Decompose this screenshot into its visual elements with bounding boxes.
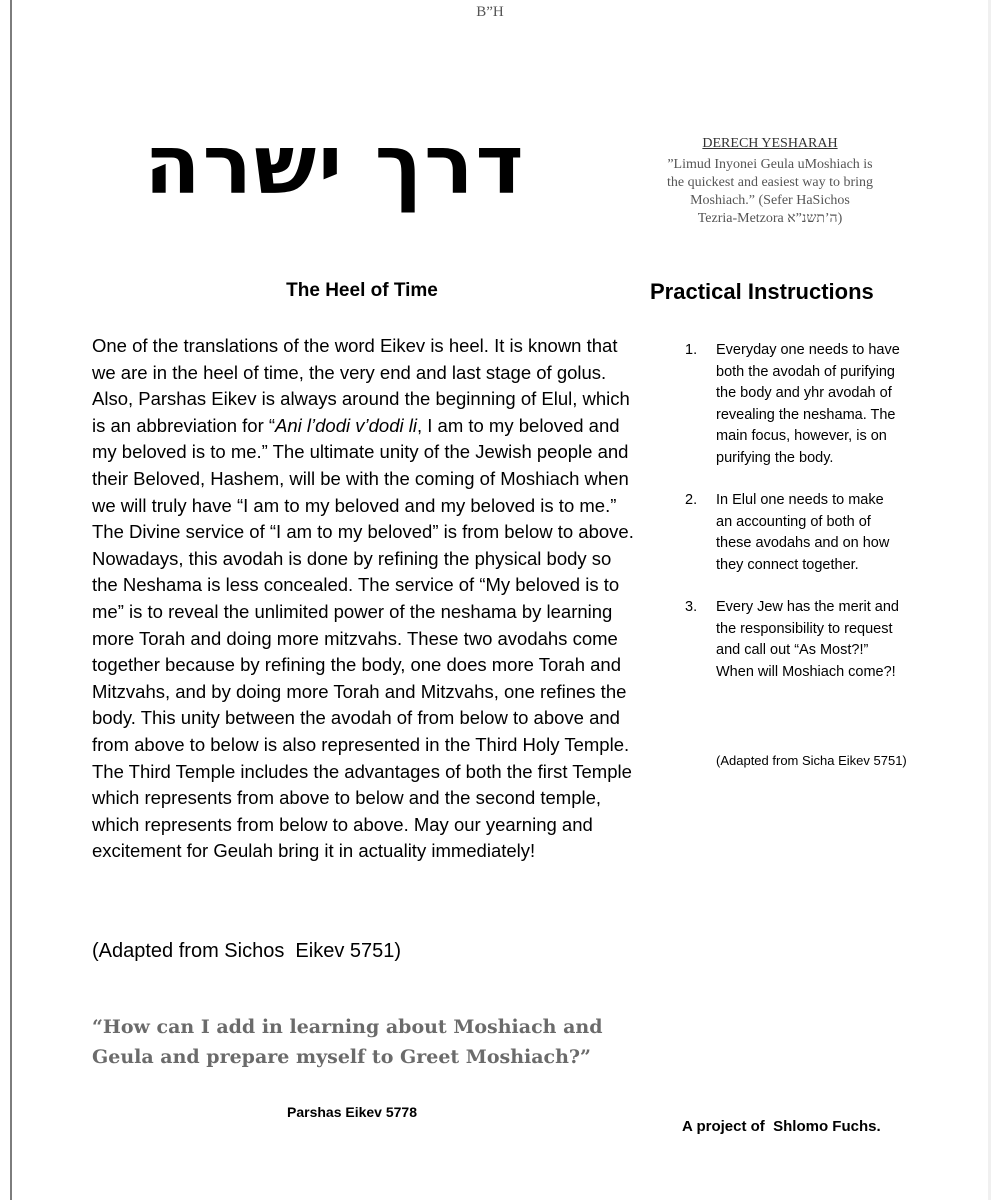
practical-title: Practical Instructions <box>650 279 874 304</box>
practical-item <box>685 340 915 469</box>
practical-item <box>685 597 915 683</box>
derech-yesharah-box <box>630 135 910 228</box>
derech-line-1: ”Limud Inyonei Geula uMoshiach is <box>667 157 873 172</box>
derech-line-3: Moshiach.” (Sefer HaSichos <box>690 193 850 208</box>
practical-item-number: 2. <box>685 492 698 508</box>
bh-header: B”H <box>476 4 504 20</box>
article-title: The Heel of Time <box>286 280 438 301</box>
article-body <box>92 333 640 865</box>
practical-item-text: Everyday one needs to have both the avodah of purifying the body and yhr avodah of revealing the neshama. The main focus, however, is on purifying the body. <box>716 342 900 466</box>
practical-item-number: 1. <box>685 342 698 358</box>
practical-list <box>685 340 915 704</box>
article-body-italic: Ani l’dodi v’dodi li <box>275 414 417 436</box>
practical-item-number: 3. <box>685 599 698 615</box>
derech-title: DERECH YESHARAH <box>702 136 838 151</box>
project-credit: A project of Shlomo Fuchs. <box>682 1118 881 1135</box>
article-source: (Adapted from Sichos Eikev 5751) <box>92 940 402 962</box>
practical-item <box>685 490 915 576</box>
practical-item-text: In Elul one needs to make an accounting of both of these avodahs and on how they connect together. <box>716 492 890 573</box>
page-edge-line <box>10 0 12 1200</box>
article-body-part2: , I am to my beloved and my beloved is to me.” The ultimate unity of the Jewish people and their Beloved, Hashem, will be with the coming of Moshiach when we will truly have “I am to my beloved and my beloved is to me.” The Divine service of “I am to my beloved” is from below to above. Nowadays, this avodah is done by refining the physical body so the Neshama is less concealed. The service of “My beloved is to me” is to reveal the unlimited power of the neshama by learning more Torah and doing more mitzvahs. These two avodahs come together because by refining the body, one does more Torah and Mitzvahs, and by doing more Torah and Mitzvahs, one refines the body. This unity between the avodah of from below to above and from above to below is also represented in the Third Holy Temple. The Third Temple includes the advantages of both the first Temple which represents from above to below and the second temple, which represents from below to above. May our yearning and excitement for Geulah bring it in actuality immediately! <box>92 414 634 862</box>
moshiach-quote: “How can I add in learning about Moshiach and Geula and prepare myself to Greet Moshiach?” <box>92 1016 603 1068</box>
practical-item-text: Every Jew has the merit and the responsibility to request and call out “As Most?!” When will Moshiach come?! <box>716 599 899 680</box>
derech-line-2: the quickest and easiest way to bring <box>666 175 874 190</box>
practical-source: (Adapted from Sicha Eikev 5751) <box>716 753 907 768</box>
parsha-label: Parshas Eikev 5778 <box>287 1104 417 1120</box>
hebrew-title: דרך ישרה <box>144 118 526 213</box>
derech-line-4: Tezria-Metzora ה’תשנ”א) <box>697 211 843 226</box>
article-body-part1: One of the translations of the word Eikev is heel. It is known that we are in the heel of time, the very end and last stage of golus. Also, Parshas Eikev is always around the beginning of Elul, which is an abbreviation for “ <box>92 335 630 436</box>
